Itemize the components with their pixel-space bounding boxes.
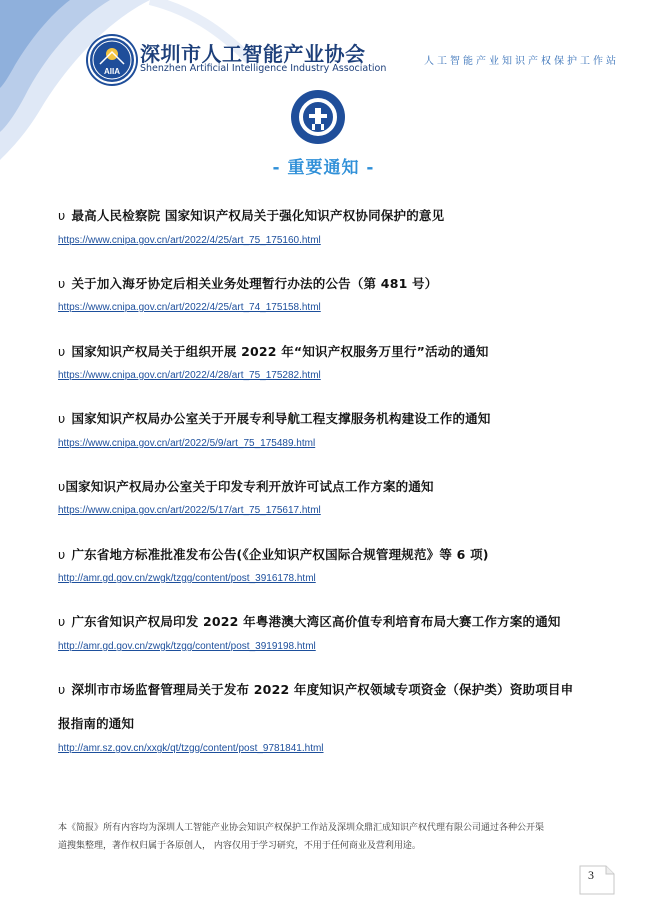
notice-item-title: υ 国家知识产权局关于组织开展 2022 年“知识产权服务万里行”活动的通知 — [58, 344, 489, 359]
notice-item-link[interactable]: https://www.cnipa.gov.cn/art/2022/5/17/art_75_175617.html — [58, 505, 321, 516]
org-name-cn: 深圳市人工智能产业协会 — [140, 42, 366, 66]
disclaimer-line: 道搜集整理，著作权归属于各原创人， 内容仅用于学习研究，不用于任何商业及营利用途。 — [58, 841, 421, 851]
notice-item-link[interactable]: http://amr.sz.gov.cn/xxgk/qt/tzgg/content/post_9781841.html — [58, 743, 324, 754]
notice-emblem-icon — [291, 90, 345, 144]
bullet: υ — [58, 547, 66, 562]
bullet: υ — [58, 682, 66, 697]
bullet: υ — [58, 276, 66, 291]
bullet: υ — [58, 479, 66, 494]
notice-item-title: υ 最高人民检察院 国家知识产权局关于强化知识产权协同保护的意见 — [58, 208, 445, 223]
notice-item-link[interactable]: https://www.cnipa.gov.cn/art/2022/4/28/art_75_175282.html — [58, 370, 321, 381]
notice-item-link[interactable]: https://www.cnipa.gov.cn/art/2022/4/25/art_74_175158.html — [58, 302, 321, 313]
disclaimer-line: 本《简报》所有内容均为深圳人工智能产业协会知识产权保护工作站及深圳众鼎汇成知识产权代理有限公司通过各种公开渠 — [58, 823, 545, 833]
notice-title: - 重要通知 - — [272, 158, 375, 178]
page-number: 3 — [588, 868, 594, 882]
notice-item-link[interactable]: http://amr.gd.gov.cn/zwgk/tzgg/content/post_3919198.html — [58, 641, 316, 652]
notice-item-link[interactable]: http://amr.gd.gov.cn/zwgk/tzgg/content/post_3916178.html — [58, 573, 316, 584]
bullet: υ — [58, 344, 66, 359]
disclaimer — [58, 819, 598, 855]
association-logo-icon — [88, 36, 136, 84]
station-name: 人工智能产业知识产权保护工作站 — [424, 56, 619, 67]
notice-item-title: υ 国家知识产权局办公室关于开展专利导航工程支撑服务机构建设工作的通知 — [58, 411, 491, 426]
logo-text: AIIA — [104, 67, 120, 76]
bullet: υ — [58, 208, 66, 223]
notice-item-title: υ 广东省知识产权局印发 2022 年粤港澳大湾区高价值专利培育布局大赛工作方案的通知 — [58, 614, 561, 629]
org-name-en: Shenzhen Artificial Intelligence Industry Association — [140, 63, 387, 74]
notice-item-title: υ 广东省地方标准批准发布公告(《企业知识产权国际合规管理规范》等 6 项) — [58, 547, 489, 562]
notice-item-title: υ国家知识产权局办公室关于印发专利开放许可试点工作方案的通知 — [58, 479, 434, 494]
page-number-tab-icon — [576, 864, 616, 896]
notice-item-title: υ 深圳市市场监督管理局关于发布 2022 年度知识产权领域专项资金（保护类）资助项目申 — [58, 682, 574, 697]
notice-item-link[interactable]: https://www.cnipa.gov.cn/art/2022/4/25/art_75_175160.html — [58, 235, 321, 246]
page-header — [0, 0, 647, 90]
bullet: υ — [58, 411, 66, 426]
bullet: υ — [58, 614, 66, 629]
notice-item-link[interactable]: https://www.cnipa.gov.cn/art/2022/5/9/art_75_175489.html — [58, 438, 316, 449]
notice-item-title: υ 关于加入海牙协定后相关业务处理暂行办法的公告（第 481 号） — [58, 276, 438, 291]
notice-item-title-continued: 报指南的通知 — [58, 716, 135, 731]
